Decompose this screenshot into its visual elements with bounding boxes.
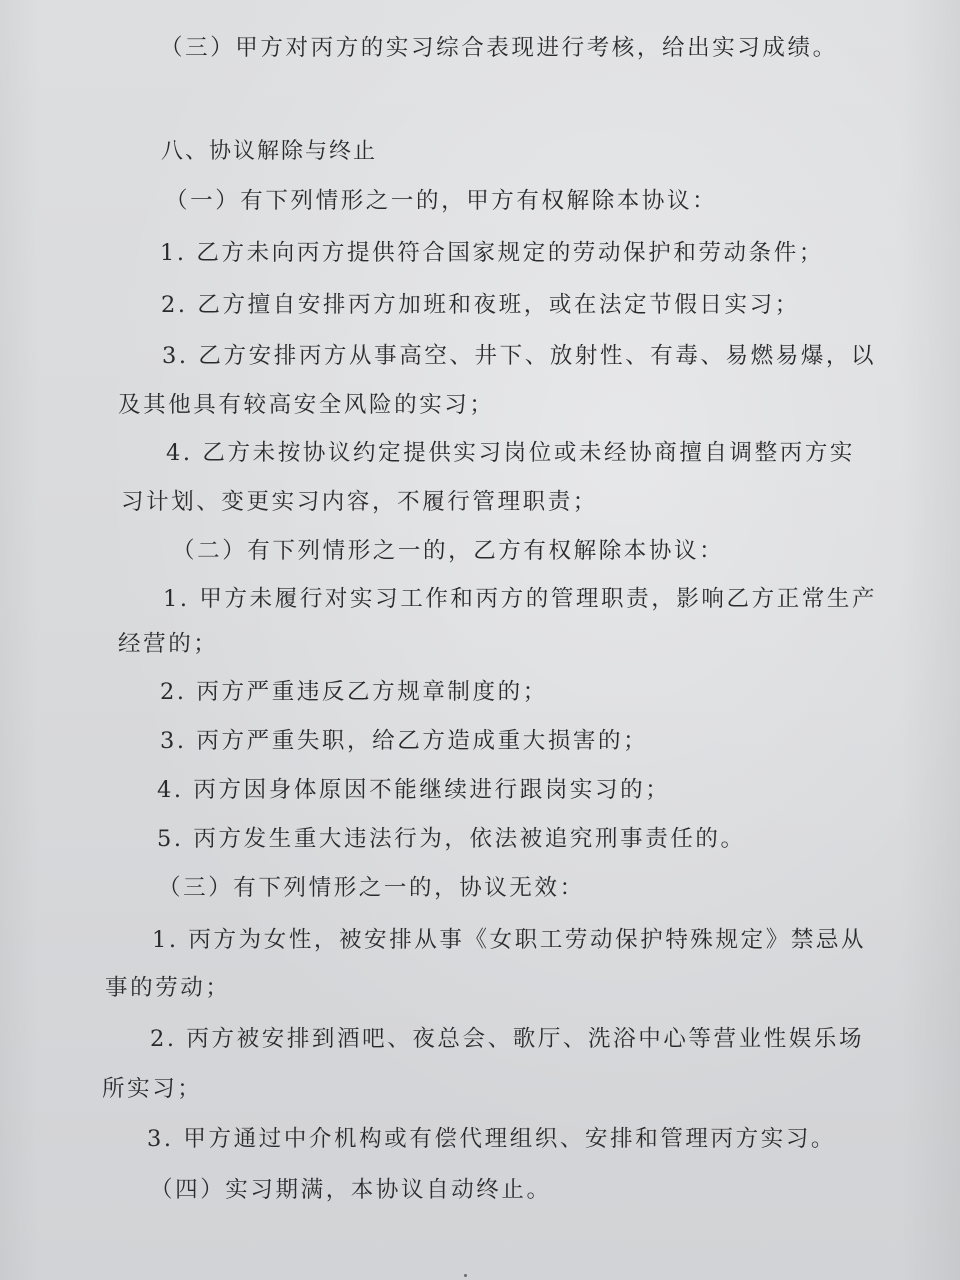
clause-8-3: （三）有下列情形之一的，协议无效： [158, 875, 585, 901]
clause-8-1-item-4-line-1: 4. 乙方未按协议约定提供实习岗位或未经协商擅自调整丙方实 [166, 440, 856, 466]
clause-8-1-item-1: 1. 乙方未向丙方提供符合国家规定的劳动保护和劳动条件； [160, 240, 824, 266]
clause-8-2: （二）有下列情形之一的，乙方有权解除本协议： [172, 538, 725, 564]
clause-8-3-item-3: 3. 甲方通过中介机构或有偿代理组织、安排和管理丙方实习。 [147, 1126, 837, 1152]
section-heading-8: 八、协议解除与终止 [161, 139, 378, 164]
clause-8-2-item-2: 2. 丙方严重违反乙方规章制度的； [160, 679, 548, 705]
page-shadow-left [0, 0, 40, 1280]
clause-8-3-item-2-line-1: 2. 丙方被安排到酒吧、夜总会、歌厅、洗浴中心等营业性娱乐场 [150, 1026, 865, 1052]
clause-8-3-item-1-line-2: 事的劳动； [105, 975, 231, 1001]
clause-7-3: （三）甲方对丙方的实习综合表现进行考核，给出实习成绩。 [160, 35, 838, 61]
clause-8-2-item-1-line-1: 1. 甲方未履行对实习工作和丙方的管理职责，影响乙方正常生产 [163, 586, 878, 612]
page-mark [464, 1274, 467, 1277]
clause-8-2-item-1-line-2: 经营的； [118, 631, 219, 657]
page-shadow-right [900, 0, 960, 1280]
clause-8-2-item-5: 5. 丙方发生重大违法行为，依法被追究刑事责任的。 [157, 826, 746, 852]
clause-8-3-item-2-line-2: 所实习； [102, 1076, 203, 1102]
clause-8-2-item-3: 3. 丙方严重失职，给乙方造成重大损害的； [160, 728, 649, 754]
clause-8-1-item-2: 2. 乙方擅自安排丙方加班和夜班，或在法定节假日实习； [161, 292, 800, 318]
clause-8-1-item-3-line-1: 3. 乙方安排丙方从事高空、井下、放射性、有毒、易燃易爆，以 [162, 343, 877, 369]
clause-8-1: （一）有下列情形之一的，甲方有权解除本协议： [165, 188, 718, 214]
clause-8-1-item-3-line-2: 及其他具有较高安全风险的实习； [118, 392, 495, 418]
clause-8-3-item-1-line-1: 1. 丙方为女性，被安排从事《女职工劳动保护特殊规定》禁忌从 [152, 927, 867, 953]
clause-8-1-item-4-line-2: 习计划、变更实习内容，不履行管理职责； [121, 489, 598, 515]
clause-8-2-item-4: 4. 丙方因身体原因不能继续进行跟岗实习的； [157, 777, 671, 803]
clause-8-4: （四）实习期满，本协议自动终止。 [150, 1177, 552, 1203]
